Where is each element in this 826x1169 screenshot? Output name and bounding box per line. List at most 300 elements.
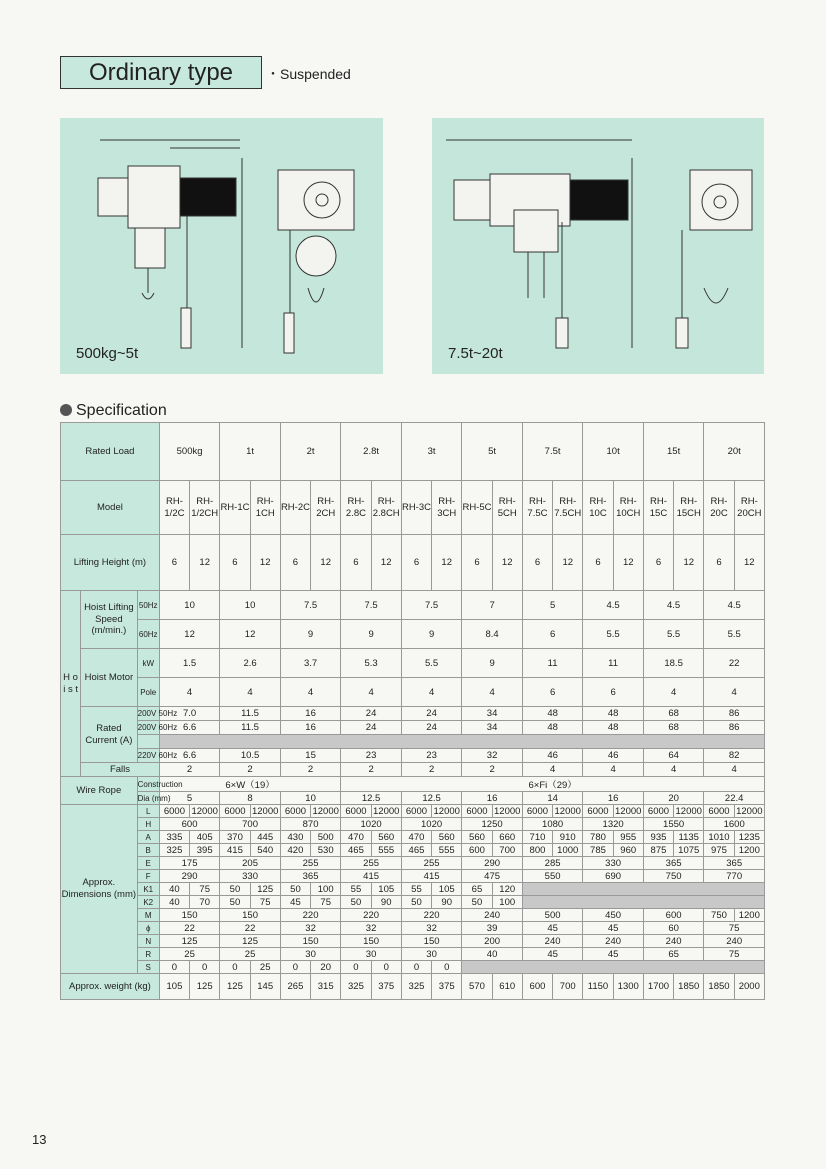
dim-cell: 1000 [553,844,583,857]
dim-cell: 700 [220,818,281,831]
dim-cell: 45 [522,948,583,961]
falls-cell: 2 [462,763,523,777]
spec-heading-text: Specification [76,402,167,419]
motor-kw-cell: 5.5 [401,649,462,678]
row-speed-60 [61,620,765,649]
dim-cell: 6000 [159,805,189,818]
speed-cell: 7 [462,591,523,620]
motor-kw-cell: 22 [704,649,765,678]
current-cell: 48 [522,707,583,721]
dia-cell: 8 [220,792,281,805]
current-cell: 46 [522,749,583,763]
dim-cell: 120 [492,883,522,896]
weight-cell: 1300 [613,974,643,1000]
dim-cell: 255 [401,857,462,870]
lifting-height-cell: 6 [159,535,189,591]
falls-cell: 2 [401,763,462,777]
dim-cell: 6000 [704,805,734,818]
dim-cell: 200 [462,935,523,948]
rated-load-cell: 15t [643,423,704,481]
row-dim [61,857,765,870]
dim-cell: 475 [462,870,523,883]
lifting-height-cell: 12 [674,535,704,591]
dim-cell: 255 [280,857,341,870]
dim-cell: 25 [220,948,281,961]
dia-cell: 10 [280,792,341,805]
dim-cell: 75 [190,883,220,896]
dia-cell: 16 [462,792,523,805]
dim-cell: 540 [250,844,280,857]
row-dim [61,831,765,844]
weight-cell: 1150 [583,974,613,1000]
weight-cell: 125 [220,974,250,1000]
dim-key: L [137,805,159,818]
dim-cell: 330 [220,870,281,883]
dim-cell: 12000 [251,805,279,817]
dim-cell: 530 [311,844,341,857]
current-cell: 11.5 [220,721,281,735]
current-cell: 46 [583,749,644,763]
row-weight [61,974,765,1000]
rated-load-cell: 7.5t [522,423,583,481]
dim-cell: 220 [280,909,341,922]
dim-cell: 785 [583,844,613,857]
dim-cell: 465 [401,844,431,857]
label-lifting-height: Lifting Height (m) [61,535,160,591]
motor-pole-cell: 6 [583,678,644,707]
current-cell: 68 [643,721,704,735]
dim-key: K2 [137,896,159,909]
lifting-height-cell: 6 [643,535,673,591]
dim-key: E [137,857,159,870]
construction-cell: 6×Fi（29） [341,777,765,792]
dim-cell: 0 [371,961,401,974]
dim-cell: 1020 [341,818,402,831]
dim-cell: 0 [220,961,250,974]
row-dia [61,792,765,805]
weight-cell: 105 [159,974,189,1000]
dim-cell: 150 [280,935,341,948]
speed-cell: 10 [159,591,220,620]
dim-cell: 6000 [401,805,431,818]
motor-kw-cell: 11 [522,649,583,678]
dim-key: B [137,844,159,857]
current-cell: 24 [341,721,402,735]
current-cell: 48 [583,721,644,735]
motor-kw-cell: 11 [583,649,644,678]
dim-cell: 1600 [704,818,765,831]
dim-cell: 150 [341,935,402,948]
row-dim [61,805,765,818]
motor-pole-cell: 4 [280,678,341,707]
dim-cell: 910 [553,831,583,844]
model-cell: RH-5CH [492,481,522,535]
row-speed-50 [61,591,765,620]
dim-cell: 6000 [341,805,371,818]
dim-cell: 255 [341,857,402,870]
current-cell: 34 [462,707,523,721]
dim-cell: 22 [159,922,220,935]
dim-key: N [137,935,159,948]
dim-cell: 25 [250,961,280,974]
dim-cell: 560 [371,831,401,844]
blank-cell [522,883,764,896]
current-cell: 6.6 [159,749,220,763]
row-current-220-60 [61,749,765,763]
motor-kw-cell: 1.5 [159,649,220,678]
dim-cell: 30 [280,948,341,961]
model-cell: RH-7.5C [522,481,552,535]
row-dim [61,948,765,961]
dim-cell: 1200 [734,844,764,857]
spec-heading [60,402,167,420]
label-voltage-hz: 200V 50Hz [137,707,159,721]
dim-cell: 12000 [615,805,642,817]
dim-cell: 395 [190,844,220,857]
dim-cell: 50 [280,883,310,896]
row-construction [61,777,765,792]
dim-cell: 450 [583,909,644,922]
dim-cell: 125 [159,935,220,948]
current-cell: 32 [462,749,523,763]
current-cell: 24 [401,721,462,735]
dim-cell: 12000 [675,805,702,817]
dim-cell: 20 [311,961,341,974]
motor-kw-cell: 5.3 [341,649,402,678]
speed-cell: 6 [522,620,583,649]
construction-cell: 6×W（19） [159,777,341,792]
dim-cell: 32 [401,922,462,935]
model-cell: RH-2C [280,481,310,535]
model-cell: RH-15C [643,481,673,535]
rated-load-cell: 20t [704,423,765,481]
speed-cell: 9 [341,620,402,649]
dim-cell: 6000 [220,805,250,818]
dim-key: A [137,831,159,844]
dim-cell: 40 [462,948,523,961]
rated-load-cell: 3t [401,423,462,481]
dim-cell: 65 [643,948,704,961]
dim-cell: 220 [341,909,402,922]
label-weight: Approx. weight (kg) [61,974,160,1000]
page-subtitle: ・Suspended [266,66,351,82]
model-cell: RH-3C [401,481,431,535]
weight-cell: 1850 [674,974,704,1000]
dim-key: K1 [137,883,159,896]
dim-cell: 55 [341,883,371,896]
dim-cell: 405 [190,831,220,844]
row-dim [61,844,765,857]
dim-cell: 75 [311,896,341,909]
lifting-height-cell: 12 [613,535,643,591]
dim-cell: 175 [159,857,220,870]
speed-cell: 5.5 [704,620,765,649]
dim-cell: 465 [341,844,371,857]
rated-load-cell: 2t [280,423,341,481]
dim-cell: 50 [341,896,371,909]
weight-cell: 265 [280,974,310,1000]
dim-cell: 870 [280,818,341,831]
motor-kw-cell: 3.7 [280,649,341,678]
dim-cell: 365 [643,857,704,870]
dim-cell: 875 [643,844,673,857]
model-cell: RH-1/2C [159,481,189,535]
label-kw: kW [137,649,159,678]
model-cell: RH-2CH [311,481,341,535]
current-cell: 48 [522,721,583,735]
dim-cell: 6000 [583,805,613,818]
row-dim [61,909,765,922]
label-rated-current: Rated Current (A) [81,707,137,763]
falls-cell: 2 [220,763,281,777]
speed-cell: 10 [220,591,281,620]
row-dim [61,935,765,948]
dim-cell: 770 [704,870,765,883]
dim-cell: 1320 [583,818,644,831]
dia-cell: 12.5 [401,792,462,805]
speed-cell: 5 [522,591,583,620]
current-cell: 86 [704,707,765,721]
weight-cell: 145 [250,974,280,1000]
lifting-height-cell: 6 [401,535,431,591]
dim-cell: 975 [704,844,734,857]
hoist-drawing-large [432,118,764,374]
weight-cell: 1850 [704,974,734,1000]
dim-key: H [137,818,159,831]
dim-cell: 560 [432,831,462,844]
speed-cell: 9 [401,620,462,649]
dim-cell: 800 [522,844,552,857]
row-rated-load [61,423,765,481]
dim-cell: 12000 [191,805,218,817]
current-cell: 64 [643,749,704,763]
hoist-drawing-small-illustration [60,118,383,374]
dim-cell: 365 [704,857,765,870]
model-cell: RH-1CH [250,481,280,535]
dim-cell: 50 [462,896,492,909]
dim-cell: 0 [432,961,462,974]
dim-cell: 6000 [522,805,552,818]
dim-cell: 1080 [522,818,583,831]
model-cell: RH-1C [220,481,250,535]
dim-cell: 445 [250,831,280,844]
motor-pole-cell: 4 [341,678,402,707]
lifting-height-cell: 6 [220,535,250,591]
model-cell: RH-20C [704,481,734,535]
current-cell: 23 [341,749,402,763]
speed-cell: 5.5 [643,620,704,649]
dim-cell: 370 [220,831,250,844]
dim-cell: 330 [583,857,644,870]
dim-cell: 12000 [494,805,521,817]
falls-cell: 4 [522,763,583,777]
dim-cell: 325 [159,844,189,857]
dim-key: S [137,961,159,974]
label-hoist-motor: Hoist Motor [81,649,137,707]
dim-cell: 290 [462,857,523,870]
hoist-drawing-large-illustration [432,118,764,374]
motor-pole-cell: 4 [220,678,281,707]
dim-cell: 1235 [734,831,764,844]
model-cell: RH-2.8CH [371,481,401,535]
speed-cell: 8.4 [462,620,523,649]
dim-cell: 6000 [643,805,673,818]
current-cell: 16 [280,721,341,735]
lifting-height-cell: 12 [492,535,522,591]
row-dim [61,818,765,831]
dim-cell: 90 [371,896,401,909]
dim-key: F [137,870,159,883]
motor-pole-cell: 4 [643,678,704,707]
label-voltage-hz: 220V 60Hz [137,749,159,763]
row-motor-pole [61,678,765,707]
label-pole: Pole [137,678,159,707]
dim-cell: 935 [643,831,673,844]
speed-cell: 4.5 [643,591,704,620]
current-cell: 10.5 [220,749,281,763]
dim-cell: 75 [250,896,280,909]
dim-cell: 150 [159,909,220,922]
dim-cell: 660 [492,831,522,844]
dim-cell: 205 [220,857,281,870]
dim-key: R [137,948,159,961]
label-hoist-speed: Hoist Lifting Speed (m/min.) [81,591,137,649]
falls-cell: 4 [643,763,704,777]
lifting-height-cell: 12 [311,535,341,591]
motor-kw-cell: 9 [462,649,523,678]
dim-cell: 100 [492,896,522,909]
model-cell: RH-15CH [674,481,704,535]
label-hz: 60Hz [137,620,159,649]
dim-cell: 0 [341,961,371,974]
current-cell: 23 [401,749,462,763]
lifting-height-cell: 12 [371,535,401,591]
dim-cell: 335 [159,831,189,844]
rated-load-cell: 1t [220,423,281,481]
dim-cell: 75 [704,922,765,935]
dim-cell: 240 [522,935,583,948]
dim-key: ϕ [137,922,159,935]
row-falls [61,763,765,777]
dim-cell: 240 [704,935,765,948]
dim-cell: 240 [643,935,704,948]
lifting-height-cell: 6 [462,535,492,591]
current-cell: 15 [280,749,341,763]
blank-cell [462,961,765,974]
weight-cell: 600 [522,974,552,1000]
dim-cell: 415 [341,870,402,883]
row-dim [61,896,765,909]
falls-cell: 2 [341,763,402,777]
dim-cell: 1010 [704,831,734,844]
dim-cell: 430 [280,831,310,844]
row-dim [61,883,765,896]
dim-cell: 30 [341,948,402,961]
model-cell: RH-2.8C [341,481,371,535]
weight-cell: 125 [190,974,220,1000]
dim-cell: 700 [492,844,522,857]
motor-kw-cell: 18.5 [643,649,704,678]
current-cell: 34 [462,721,523,735]
dim-cell: 75 [704,948,765,961]
label-model: Model [61,481,160,535]
dim-cell: 1200 [734,909,764,922]
row-dim [61,922,765,935]
motor-pole-cell: 4 [462,678,523,707]
dia-cell: 5 [159,792,220,805]
label-dia: Dia (mm) [137,793,171,803]
dia-cell: 22.4 [704,792,765,805]
label-falls: Falls [81,763,160,777]
rated-load-cell: 5t [462,423,523,481]
dim-cell: 1250 [462,818,523,831]
dim-cell: 690 [583,870,644,883]
dim-cell: 32 [341,922,402,935]
dim-cell: 285 [522,857,583,870]
dim-cell: 780 [583,831,613,844]
dim-cell: 45 [522,922,583,935]
dim-cell: 125 [250,883,280,896]
speed-cell: 9 [280,620,341,649]
weight-cell: 375 [432,974,462,1000]
motor-kw-cell: 2.6 [220,649,281,678]
dim-cell: 22 [220,922,281,935]
current-cell: 86 [704,721,765,735]
falls-cell: 2 [159,763,220,777]
lifting-height-cell: 12 [190,535,220,591]
lifting-height-cell: 6 [583,535,613,591]
blank-cell [159,735,764,749]
dim-cell: 240 [583,935,644,948]
dim-cell: 50 [401,896,431,909]
dim-cell: 125 [220,935,281,948]
motor-pole-cell: 4 [401,678,462,707]
dim-cell: 12000 [433,805,460,817]
lifting-height-cell: 12 [432,535,462,591]
dim-cell: 0 [190,961,220,974]
lifting-height-cell: 12 [553,535,583,591]
dim-cell: 90 [432,896,462,909]
current-cell: 48 [583,707,644,721]
dim-cell: 600 [159,818,220,831]
lifting-height-cell: 12 [250,535,280,591]
row-lifting-height [61,535,765,591]
falls-cell: 4 [583,763,644,777]
dim-cell: 415 [401,870,462,883]
dim-cell: 70 [190,896,220,909]
dim-cell: 0 [401,961,431,974]
speed-cell: 5.5 [583,620,644,649]
model-cell: RH-3CH [432,481,462,535]
row-motor-kw [61,649,765,678]
dim-cell: 12000 [736,805,763,817]
dim-cell: 470 [341,831,371,844]
lifting-height-cell: 6 [704,535,734,591]
dim-cell: 32 [280,922,341,935]
weight-cell: 325 [341,974,371,1000]
weight-cell: 325 [401,974,431,1000]
dim-cell: 420 [280,844,310,857]
dim-cell: 25 [159,948,220,961]
dim-cell: 960 [613,844,643,857]
dim-cell: 0 [280,961,310,974]
speed-cell: 7.5 [280,591,341,620]
dim-cell: 415 [220,844,250,857]
current-cell: 6.6 [159,721,220,735]
dim-cell: 955 [613,831,643,844]
label-voltage-hz: 200V 60Hz [137,721,159,735]
dim-cell: 500 [522,909,583,922]
